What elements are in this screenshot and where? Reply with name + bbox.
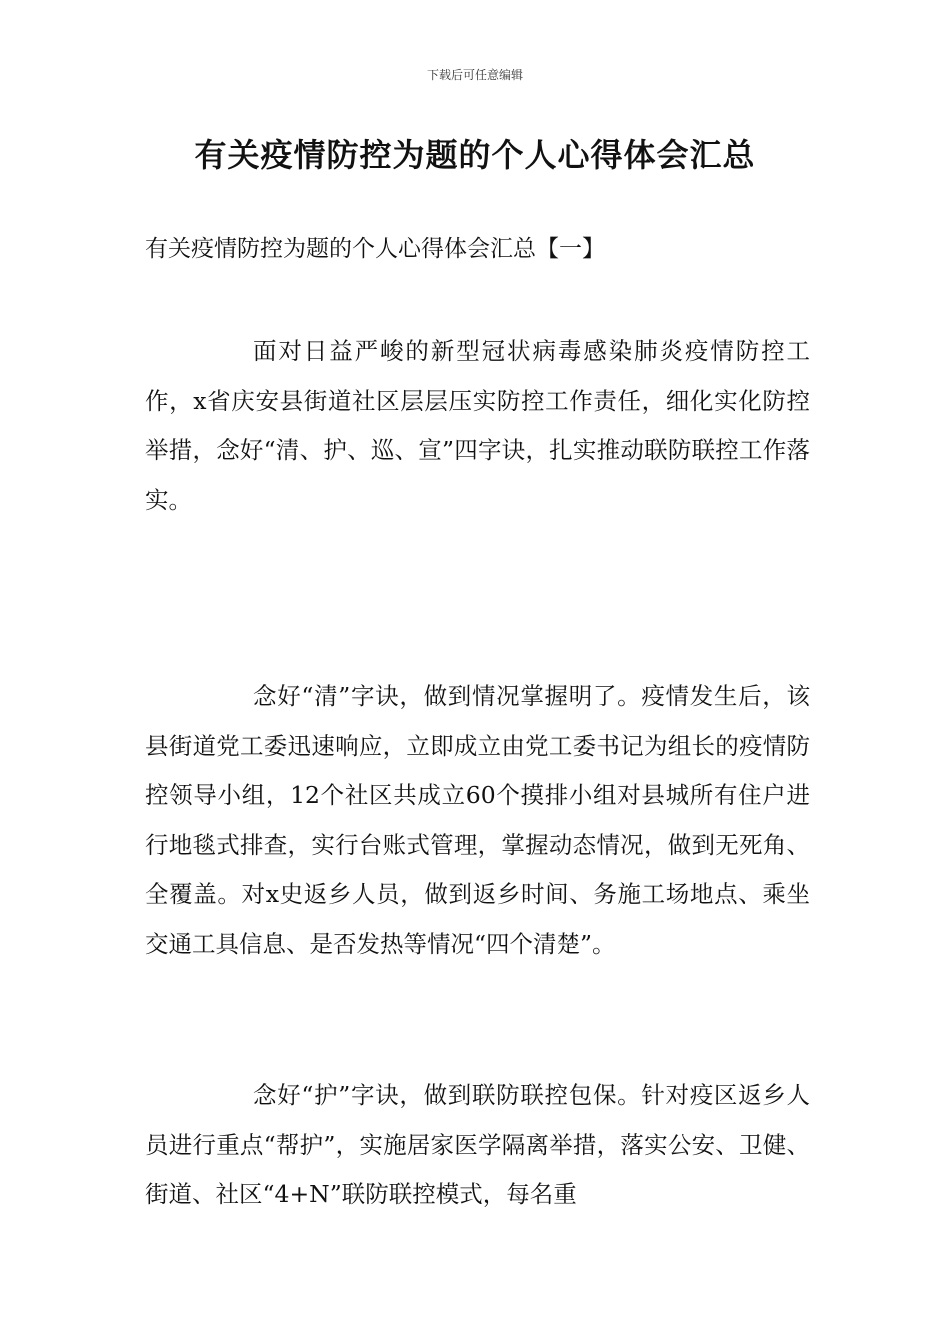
section-title: 有关疫情防控为题的个人心得体会汇总【一】 — [145, 236, 605, 262]
paragraph-3: 念好“护”字诀，做到联防联控包保。针对疫区返乡人员进行重点“帮护”，实施居家医学隔离举措，落实公安、卫健、街道、社区“4+N”联防联控模式，每名重 — [145, 1081, 810, 1208]
header-note: 下载后可任意编辑 — [426, 68, 523, 82]
paragraph-1: 面对日益严峻的新型冠状病毒感染肺炎疫情防控工作，x省庆安县街道社区层层压实防控工作责任，细化实化防控举措，念好“清、护、巡、宣”四字诀，扎实推动联防联控工作落实。 — [145, 337, 810, 514]
document-title: 有关疫情防控为题的个人心得体会汇总 — [194, 136, 756, 174]
paragraph-2: 念好“清”字诀，做到情况掌握明了。疫情发生后，该县街道党工委迅速响应，立即成立由党工委书记为组长的疫情防控领导小组，12个社区共成立60个摸排小组对县城所有住户进行地毯式排查，实行台账式管理，掌握动态情况，做到无死角、全覆盖。对x史返乡人员，做到返乡时间、务施工场地点、乘坐交通工具信息、是否发热等情况“四个清楚”。 — [145, 682, 810, 958]
